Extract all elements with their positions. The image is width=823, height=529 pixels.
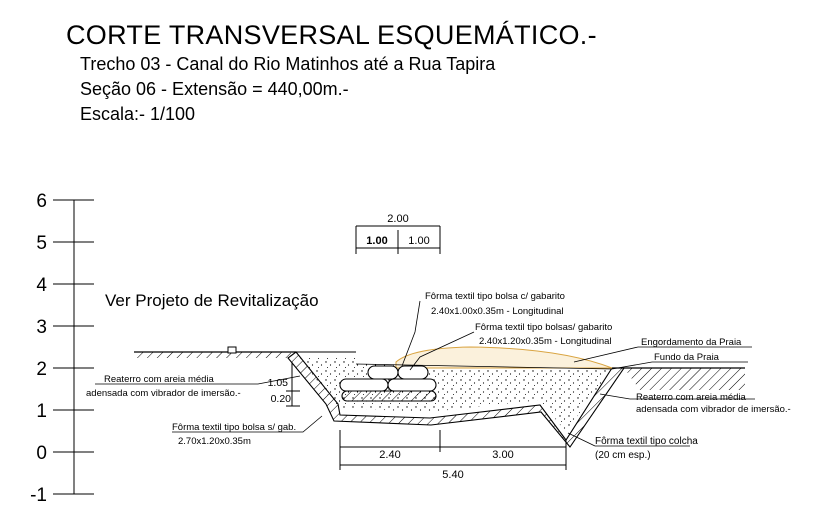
scale-tick-label: 4 (36, 275, 47, 296)
label-reaterro-right-2: adensada com vibrador de imersão.- (636, 404, 791, 415)
subtitle-trecho: Trecho 03 - Canal do Rio Matinhos até a Rua Tapira (80, 54, 496, 74)
project-note: Ver Projeto de Revitalização (105, 291, 319, 310)
scale-tick-label: 6 (36, 191, 47, 212)
label-engordamento: Engordamento da Praia (641, 337, 742, 348)
label-reaterro-left: Reaterro com areia média (104, 374, 214, 385)
vertical-scale (30, 191, 94, 506)
scale-tick-label: 5 (36, 233, 47, 254)
dim-bottom-total: 5.40 (442, 469, 464, 481)
dim-height-1: 1.05 (267, 377, 288, 389)
label-bolsas-gabarito: Fôrma textil tipo bolsas/ gabarito (475, 322, 613, 333)
label-bolsa-gabarito: Fôrma textil tipo bolsa c/ gabarito (425, 291, 565, 302)
label-bolsas-gabarito-dims: 2.40x1.20x0.35m - Longitudinal (479, 336, 612, 347)
scale-tick-label: 3 (36, 317, 47, 338)
post-marker (228, 347, 236, 353)
scale-tick-label: 0 (36, 443, 47, 464)
dim-top-total: 2.00 (387, 213, 409, 225)
label-reaterro-right: Reaterro com areia média (636, 392, 746, 403)
scale-tick-label: 1 (36, 401, 47, 422)
terrain-left (134, 352, 296, 358)
label-colcha: Fôrma textil tipo colcha (595, 436, 698, 447)
beach-fill (396, 347, 612, 368)
scale-tick-label: -1 (30, 485, 47, 506)
bottom-dimension (340, 430, 566, 470)
dim-top-right: 1.00 (408, 235, 430, 247)
label-bolsa-gabarito-dims: 2.40x1.00x0.35m - Longitudinal (431, 306, 564, 317)
label-bolsa-sem-gabarito: Fôrma textil tipo bolsa s/ gab. (172, 422, 297, 433)
subtitle-escala: Escala:- 1/100 (80, 104, 196, 124)
dim-bottom-left: 2.40 (379, 449, 401, 461)
terrain-right (612, 368, 745, 390)
dim-bottom-right: 3.00 (492, 449, 514, 461)
dim-height-2: 0.20 (270, 393, 291, 405)
label-reaterro-left-2: adensada com vibrador de imersão.- (86, 388, 241, 399)
scale-tick-label: 2 (36, 359, 47, 380)
label-colcha-esp: (20 cm esp.) (595, 450, 651, 461)
subtitle-secao: Seção 06 - Extensão = 440,00m.- (80, 79, 349, 99)
label-fundo: Fundo da Praia (654, 352, 719, 363)
label-bolsa-sem-gabarito-dims: 2.70x1.20x0.35m (178, 436, 251, 447)
dim-top-left: 1.00 (366, 235, 388, 247)
drawing-title: CORTE TRANSVERSAL ESQUEMÁTICO.- (66, 20, 597, 50)
